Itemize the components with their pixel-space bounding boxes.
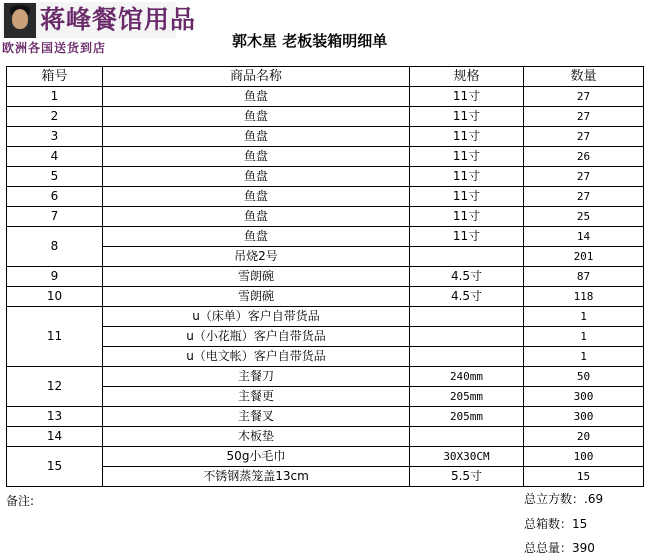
spec-cell [410, 247, 524, 267]
qty-cell: 26 [524, 147, 644, 167]
qty-cell: 25 [524, 207, 644, 227]
spec-cell: 11寸 [410, 207, 524, 227]
spec-cell [410, 327, 524, 347]
qty-cell: 27 [524, 127, 644, 147]
name-cell: 鱼盘 [103, 187, 410, 207]
brand-tagline: 欧洲各国送货到店 [2, 41, 107, 55]
box-cell: 13 [7, 407, 103, 427]
table-row [7, 167, 644, 187]
name-cell: 鱼盘 [103, 87, 410, 107]
table-row [7, 127, 644, 147]
header-spec: 规格 [410, 67, 524, 87]
table-row [7, 427, 644, 447]
table-row [7, 227, 644, 247]
portrait-face [12, 9, 28, 29]
spec-cell: 205mm [410, 387, 524, 407]
box-cell: 4 [7, 147, 103, 167]
table-row [7, 387, 644, 407]
box-cell: 14 [7, 427, 103, 447]
table-row [7, 287, 644, 307]
name-cell: 鱼盘 [103, 107, 410, 127]
table-row [7, 307, 644, 327]
qty-cell: 14 [524, 227, 644, 247]
qty-cell: 27 [524, 187, 644, 207]
box-cell: 7 [7, 207, 103, 227]
name-cell: 50g小毛巾 [103, 447, 410, 467]
table-row [7, 407, 644, 427]
table-row [7, 347, 644, 367]
table-row [7, 267, 644, 287]
name-cell: 雪朗碗 [103, 267, 410, 287]
name-cell: 鱼盘 [103, 227, 410, 247]
document-title: 郭木星 老板装箱明细单 [232, 32, 388, 50]
qty-cell: 300 [524, 407, 644, 427]
qty-cell: 300 [524, 387, 644, 407]
box-cell: 2 [7, 107, 103, 127]
name-cell: 木板垫 [103, 427, 410, 447]
packing-list-table [6, 66, 644, 487]
spec-cell [410, 427, 524, 447]
name-cell: 主餐更 [103, 387, 410, 407]
total-volume: 总立方数：.69 [524, 492, 604, 506]
box-cell: 15 [7, 447, 103, 487]
brand-name: 蒋峰餐馆用品 [40, 5, 197, 34]
name-cell: 主餐叉 [103, 407, 410, 427]
table-row [7, 467, 644, 487]
box-cell: 6 [7, 187, 103, 207]
name-cell: u（电文帐）客户自带货品 [103, 347, 410, 367]
spec-cell: 4.5寸 [410, 287, 524, 307]
qty-cell: 100 [524, 447, 644, 467]
table-row [7, 327, 644, 347]
table-row [7, 247, 644, 267]
qty-cell: 118 [524, 287, 644, 307]
logo-banner [2, 2, 197, 38]
qty-cell: 1 [524, 307, 644, 327]
spec-cell: 11寸 [410, 227, 524, 247]
spec-cell: 30X30CM [410, 447, 524, 467]
header-quantity: 数量 [524, 67, 644, 87]
box-cell: 1 [7, 87, 103, 107]
spec-cell: 11寸 [410, 147, 524, 167]
table-header-row [7, 67, 644, 87]
spec-cell: 11寸 [410, 127, 524, 147]
qty-cell: 201 [524, 247, 644, 267]
box-cell: 9 [7, 267, 103, 287]
qty-cell: 15 [524, 467, 644, 487]
qty-cell: 27 [524, 107, 644, 127]
total-weight: 总总量：390 [524, 541, 595, 555]
name-cell: 鱼盘 [103, 147, 410, 167]
header-product-name: 商品名称 [103, 67, 410, 87]
table-row [7, 147, 644, 167]
spec-cell: 4.5寸 [410, 267, 524, 287]
qty-cell: 87 [524, 267, 644, 287]
table-row [7, 87, 644, 107]
brand-logo [2, 2, 197, 55]
name-cell: u（小花瓶）客户自带货品 [103, 327, 410, 347]
name-cell: 鱼盘 [103, 127, 410, 147]
box-cell: 10 [7, 287, 103, 307]
founder-portrait [4, 3, 36, 38]
qty-cell: 20 [524, 427, 644, 447]
table-row [7, 187, 644, 207]
table-row [7, 207, 644, 227]
qty-cell: 1 [524, 347, 644, 367]
spec-cell: 11寸 [410, 167, 524, 187]
box-cell: 8 [7, 227, 103, 267]
name-cell: 不锈钢蒸笼盖13cm [103, 467, 410, 487]
name-cell: 主餐刀 [103, 367, 410, 387]
spec-cell: 205mm [410, 407, 524, 427]
qty-cell: 27 [524, 167, 644, 187]
name-cell: 吊烧2号 [103, 247, 410, 267]
name-cell: u（床单）客户自带货品 [103, 307, 410, 327]
box-cell: 5 [7, 167, 103, 187]
spec-cell: 11寸 [410, 87, 524, 107]
spec-cell: 5.5寸 [410, 467, 524, 487]
name-cell: 鱼盘 [103, 207, 410, 227]
box-cell: 11 [7, 307, 103, 367]
remark-label: 备注: [6, 494, 35, 508]
qty-cell: 50 [524, 367, 644, 387]
box-cell: 12 [7, 367, 103, 407]
spec-cell [410, 347, 524, 367]
header-box-no: 箱号 [7, 67, 103, 87]
qty-cell: 1 [524, 327, 644, 347]
table-row [7, 447, 644, 467]
qty-cell: 27 [524, 87, 644, 107]
table-row [7, 107, 644, 127]
spec-cell: 11寸 [410, 187, 524, 207]
total-boxes: 总箱数：15 [524, 517, 588, 531]
table-row [7, 367, 644, 387]
name-cell: 鱼盘 [103, 167, 410, 187]
name-cell: 雪朗碗 [103, 287, 410, 307]
box-cell: 3 [7, 127, 103, 147]
spec-cell: 11寸 [410, 107, 524, 127]
spec-cell: 240mm [410, 367, 524, 387]
spec-cell [410, 307, 524, 327]
